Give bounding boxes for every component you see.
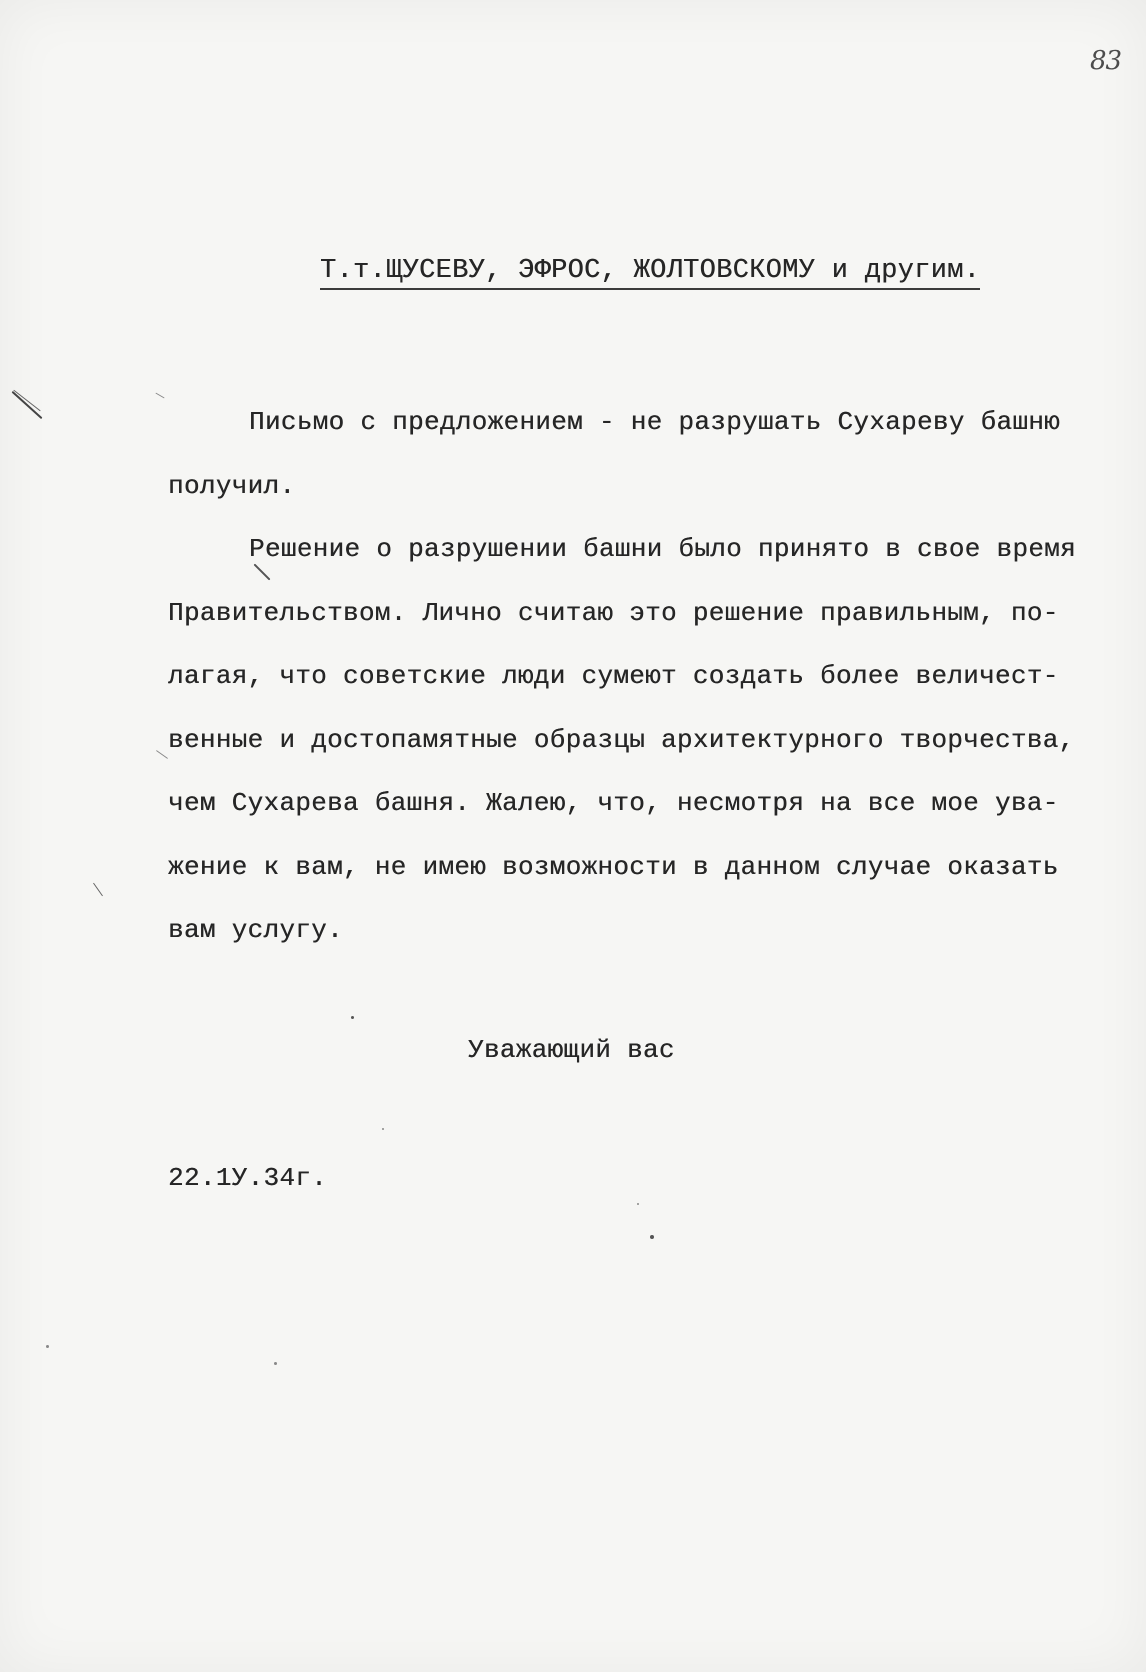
body-line: Правительством. Лично считаю это решение правильным, по-	[168, 598, 1059, 628]
ink-dot	[46, 1345, 49, 1348]
pencil-mark	[13, 390, 40, 412]
body-line: чем Сухарева башня. Жалею, что, несмотря на все мое ува-	[168, 788, 1059, 818]
pencil-mark	[156, 750, 168, 759]
body-line: лагая, что советские люди сумеют создать более величест-	[168, 661, 1059, 691]
letter-heading: Т.т.ЩУСЕВУ, ЭФРОС, ЖОЛТОВСКОМУ и другим.	[320, 258, 980, 290]
ink-dot	[637, 1203, 639, 1205]
closing-line: Уважающий вас	[468, 1035, 675, 1065]
body-line: Письмо с предложением - не разрушать Сухареву башню	[249, 407, 1061, 437]
pencil-mark	[93, 883, 103, 897]
body-line: получил.	[168, 471, 296, 501]
body-line: вам услугу.	[168, 915, 343, 945]
ink-dot	[351, 1016, 354, 1019]
pencil-mark	[155, 393, 164, 399]
body-line: Решение о разрушении башни было принято в свое время	[249, 534, 1076, 564]
body-line: жение к вам, не имею возможности в данном случае оказать	[168, 852, 1059, 882]
pencil-mark	[254, 564, 271, 581]
ink-dot	[382, 1128, 384, 1130]
archive-page-number: 83	[1090, 46, 1122, 76]
ink-dot	[650, 1235, 654, 1239]
letter-date: 22.1У.34г.	[168, 1163, 328, 1193]
pencil-mark	[11, 391, 42, 419]
body-line: венные и достопамятные образцы архитектурного творчества,	[168, 725, 1075, 755]
ink-dot	[274, 1362, 277, 1365]
